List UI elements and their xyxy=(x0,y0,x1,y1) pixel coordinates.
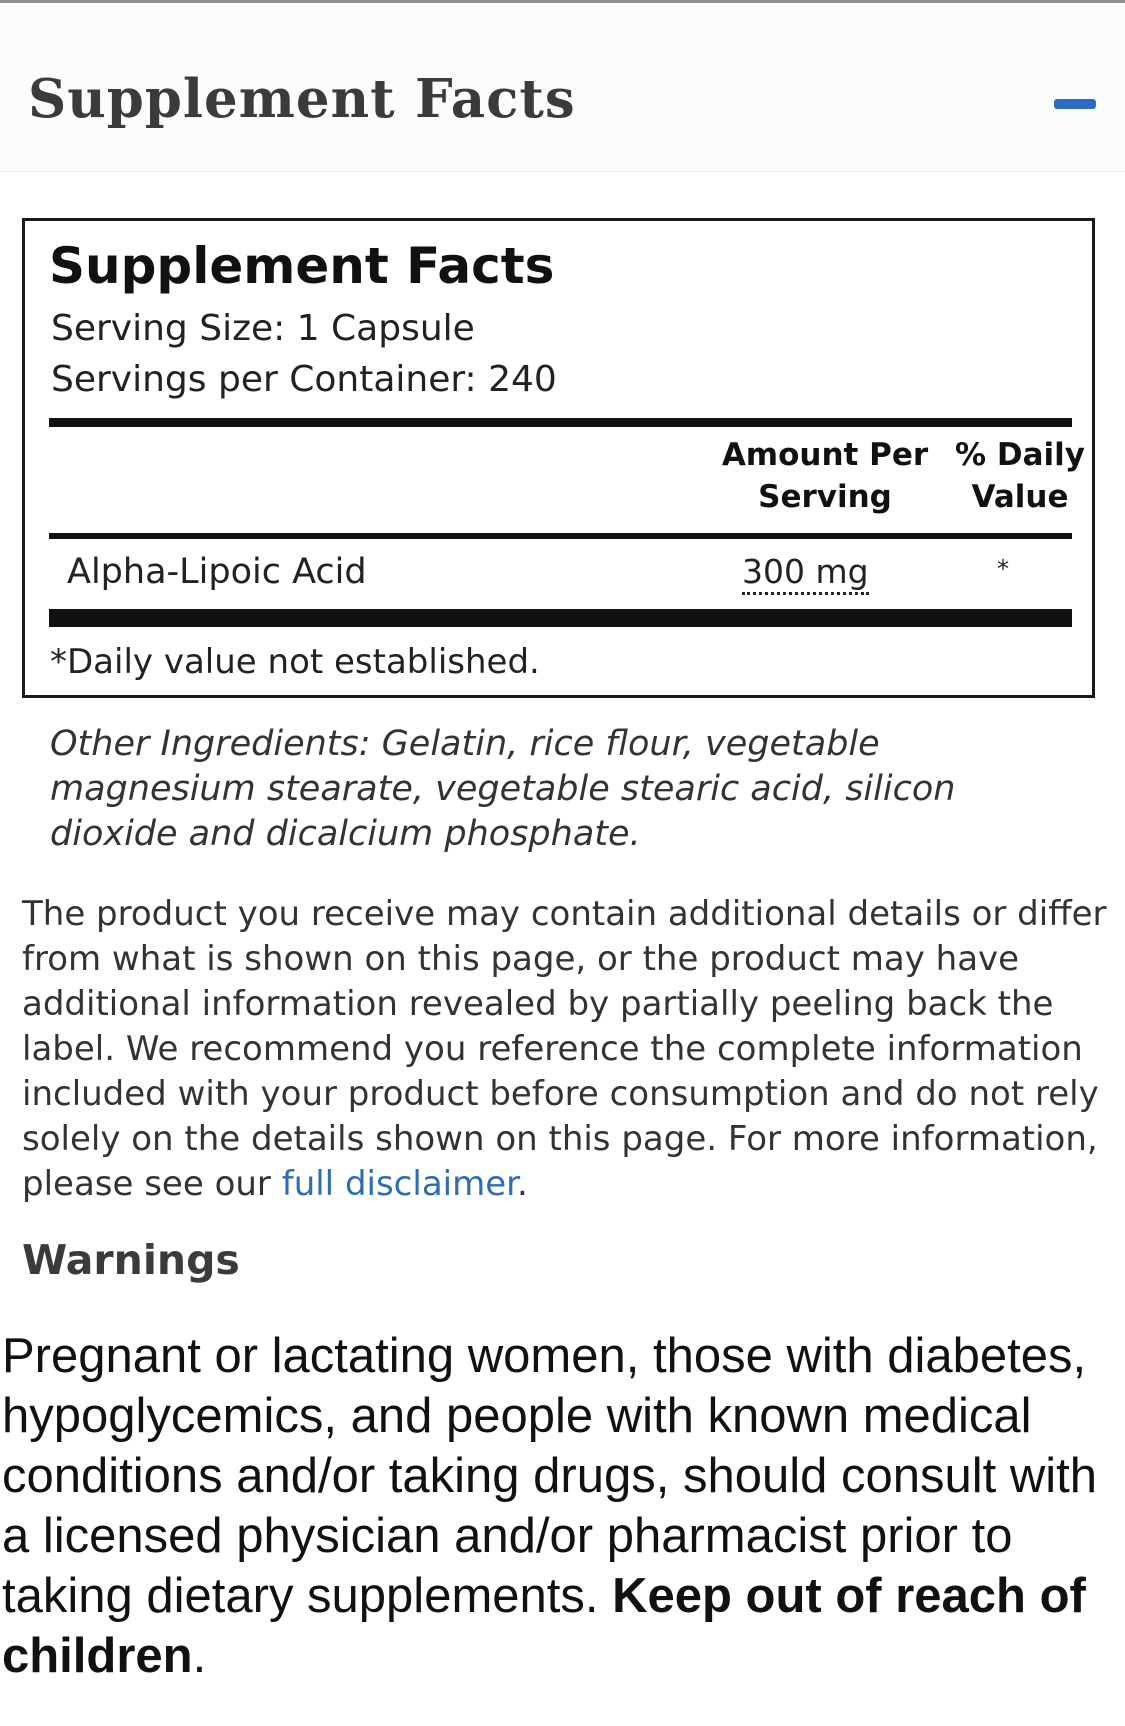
facts-panel-title: Supplement Facts xyxy=(49,237,555,295)
ingredient-name: Alpha-Lipoic Acid xyxy=(67,552,367,592)
warnings-body: Pregnant or lactating women, those with diabetes, hypoglycemics, and people with known medical conditions and/or taking drugs, should consult with a licensed physician and/or pharmacist prior to taking dietary supplements. xyxy=(2,1329,1097,1623)
warnings-text xyxy=(2,1326,1122,1686)
minus-icon xyxy=(1054,99,1096,109)
other-ingredients: Other Ingredients: Gelatin, rice flour, vegetable magnesium stearate, vegetable stearic acid, silicon dioxide and dicalcium phosphate. xyxy=(50,724,956,854)
daily-value-footnote: *Daily value not established. xyxy=(50,642,540,682)
divider-heavy xyxy=(49,609,1072,627)
servings-per-container: Servings per Container: 240 xyxy=(51,359,557,400)
warnings-heading: Warnings xyxy=(22,1236,240,1284)
collapse-button[interactable] xyxy=(1052,91,1098,119)
warnings-period: . xyxy=(192,1629,207,1683)
supplement-facts-panel xyxy=(22,218,1095,698)
section-title: Supplement Facts xyxy=(28,68,576,130)
column-header-daily-value xyxy=(935,434,1105,518)
column-header-amount-line1: Amount Per xyxy=(721,437,929,473)
keep-out-of-reach-warning: Keep out of reach of children xyxy=(2,1569,1086,1683)
divider-thick xyxy=(49,418,1072,427)
ingredient-amount[interactable]: 300 mg xyxy=(742,555,869,595)
column-header-amount xyxy=(690,434,960,518)
column-header-dv-line2: Value xyxy=(971,479,1069,515)
divider-medium xyxy=(49,533,1072,539)
column-header-amount-line2: Serving xyxy=(758,479,892,515)
column-header-dv-line1: % Daily xyxy=(955,437,1085,473)
disclaimer-text: The product you receive may contain additional details or differ from what is shown on this page, or the product may have additional information revealed by partially peeling back the label. We recommend you reference the complete information included with your product before consumption and do not rely solely on the details shown on this page. For more information, please see our xyxy=(22,894,1107,1204)
supplement-facts-section-header[interactable] xyxy=(0,3,1125,172)
full-disclaimer-link[interactable]: full disclaimer xyxy=(281,1164,517,1204)
disclaimer-period: . xyxy=(517,1164,528,1204)
product-disclaimer xyxy=(22,892,1122,1207)
serving-size: Serving Size: 1 Capsule xyxy=(51,308,475,349)
ingredient-daily-value: * xyxy=(997,555,1009,583)
